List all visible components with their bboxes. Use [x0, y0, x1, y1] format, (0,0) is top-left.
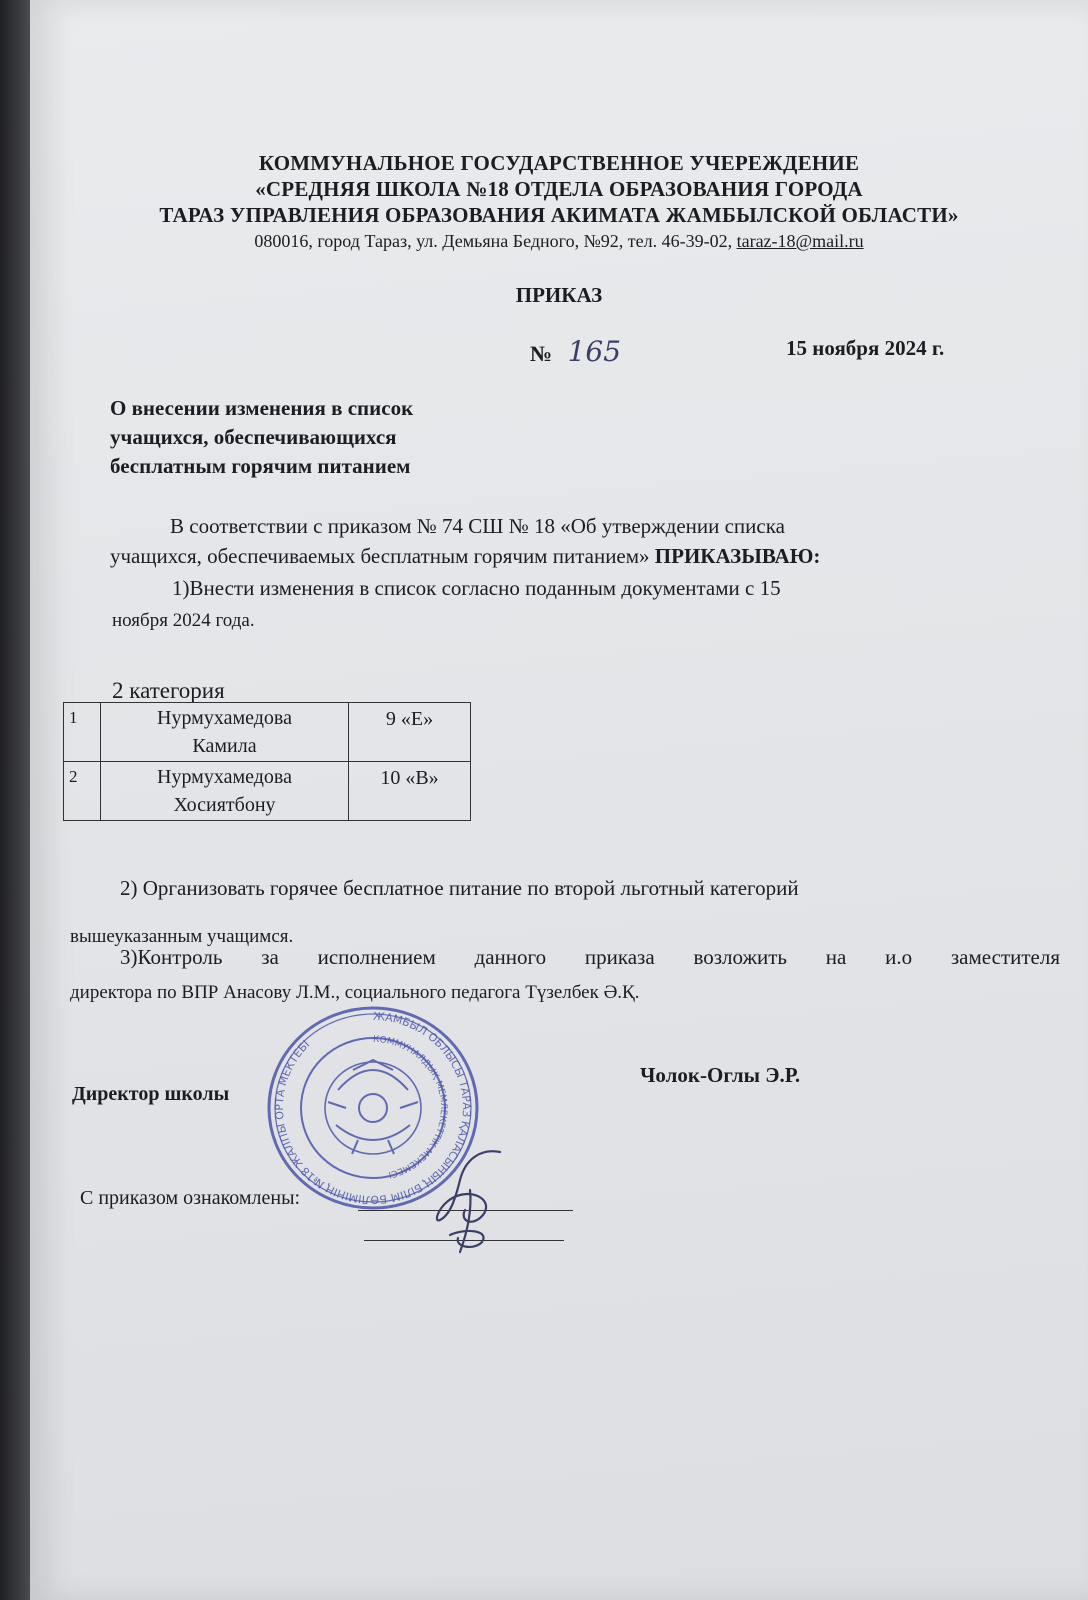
student-name [101, 762, 349, 821]
table-row [64, 762, 471, 821]
row-number: 2 [64, 762, 101, 821]
document-page [30, 0, 1088, 1600]
director-name: Чолок-Оглы Э.Р. [640, 1063, 801, 1087]
student-firstname: Хосиятбону [173, 794, 276, 816]
handwritten-signature [410, 1140, 550, 1260]
org-header [30, 150, 1088, 254]
table-row [64, 703, 471, 762]
org-name-line3: ТАРАЗ УПРАВЛЕНИЯ ОБРАЗОВАНИЯ АКИМАТА ЖАМБЫЛСКОЙ ОБЛАСТИ» [159, 203, 959, 227]
student-surname: Нурмухамедова [157, 707, 292, 729]
order-subject [110, 394, 413, 481]
student-surname: Нурмухамедова [157, 766, 292, 788]
item1-line2: ноября 2024 года. [112, 610, 255, 631]
email-link[interactable]: taraz-18@mail.ru [736, 231, 864, 251]
row-number: 1 [64, 703, 101, 762]
student-class: 10 «В» [349, 762, 471, 821]
item3-line1: 3)Контроль за исполнением данного приказа возложить на и.о заместителя [120, 945, 1060, 969]
org-address [30, 228, 1088, 254]
student-firstname: Камила [192, 735, 257, 757]
stamp-inner-text: КОММУНАЛДЫҚ МЕМЛЕКЕТТІК МЕКЕМЕСІ [372, 1034, 449, 1180]
intro-line1: В соответствии с приказом № 74 СШ № 18 «Об утверждении списка [170, 514, 785, 538]
handwritten-number: 165 [567, 335, 622, 368]
students-table [63, 702, 471, 821]
subject-line1: О внесении изменения в список [110, 396, 414, 420]
document-title: ПРИКАЗ [515, 283, 603, 307]
student-name [101, 703, 349, 762]
category-label: 2 категория [112, 678, 225, 703]
item2-line1: 2) Организовать горячее бесплатное питание по второй льготный категорий [120, 876, 799, 900]
number-label: № [530, 341, 553, 366]
order-date: 15 ноября 2024 г. [786, 336, 945, 360]
item2-line2: вышеуказанным учащимся. [70, 926, 294, 947]
org-name-line1: КОММУНАЛЬНОЕ ГОСУДАРСТВЕННОЕ УЧЕРЕЖДЕНИЕ [258, 151, 860, 175]
intro-order-word: ПРИКАЗЫВАЮ: [654, 544, 821, 568]
intro-line2 [110, 542, 820, 571]
order-number [530, 335, 621, 368]
subject-line3: бесплатным горячим питанием [110, 454, 411, 478]
item1-line1: 1)Внести изменения в список согласно поданным документами с 15 [172, 576, 781, 600]
student-class: 9 «Е» [349, 703, 471, 762]
intro-text: учащихся, обеспечиваемых бесплатным горячим питанием» [110, 544, 650, 568]
acquainted-label: С приказом ознакомлены: [80, 1187, 301, 1209]
page-shadow [0, 0, 30, 1600]
stamp-outer-text: ЖАМБЫЛ ОБЛЫСЫ ТАРАЗ ҚАЛАСЫНЫҢ БІЛІМ БӨЛІМІНІҢ №18 ЖАЛПЫ ОРТА МЕКТЕБІ [272, 1009, 474, 1207]
director-label: Директор школы [72, 1083, 230, 1105]
address-text: 080016, город Тараз, ул. Демьяна Бедного, №92, тел. 46-39-02, [254, 231, 733, 251]
item3-line2: директора по ВПР Анасову Л.М., социального педагога Түзелбек Ә.Қ. [70, 982, 640, 1003]
org-name-line2: «СРЕДНЯЯ ШКОЛА №18 ОТДЕЛА ОБРАЗОВАНИЯ ГОРОДА [255, 177, 863, 201]
subject-line2: учащихся, обеспечивающихся [110, 425, 397, 449]
